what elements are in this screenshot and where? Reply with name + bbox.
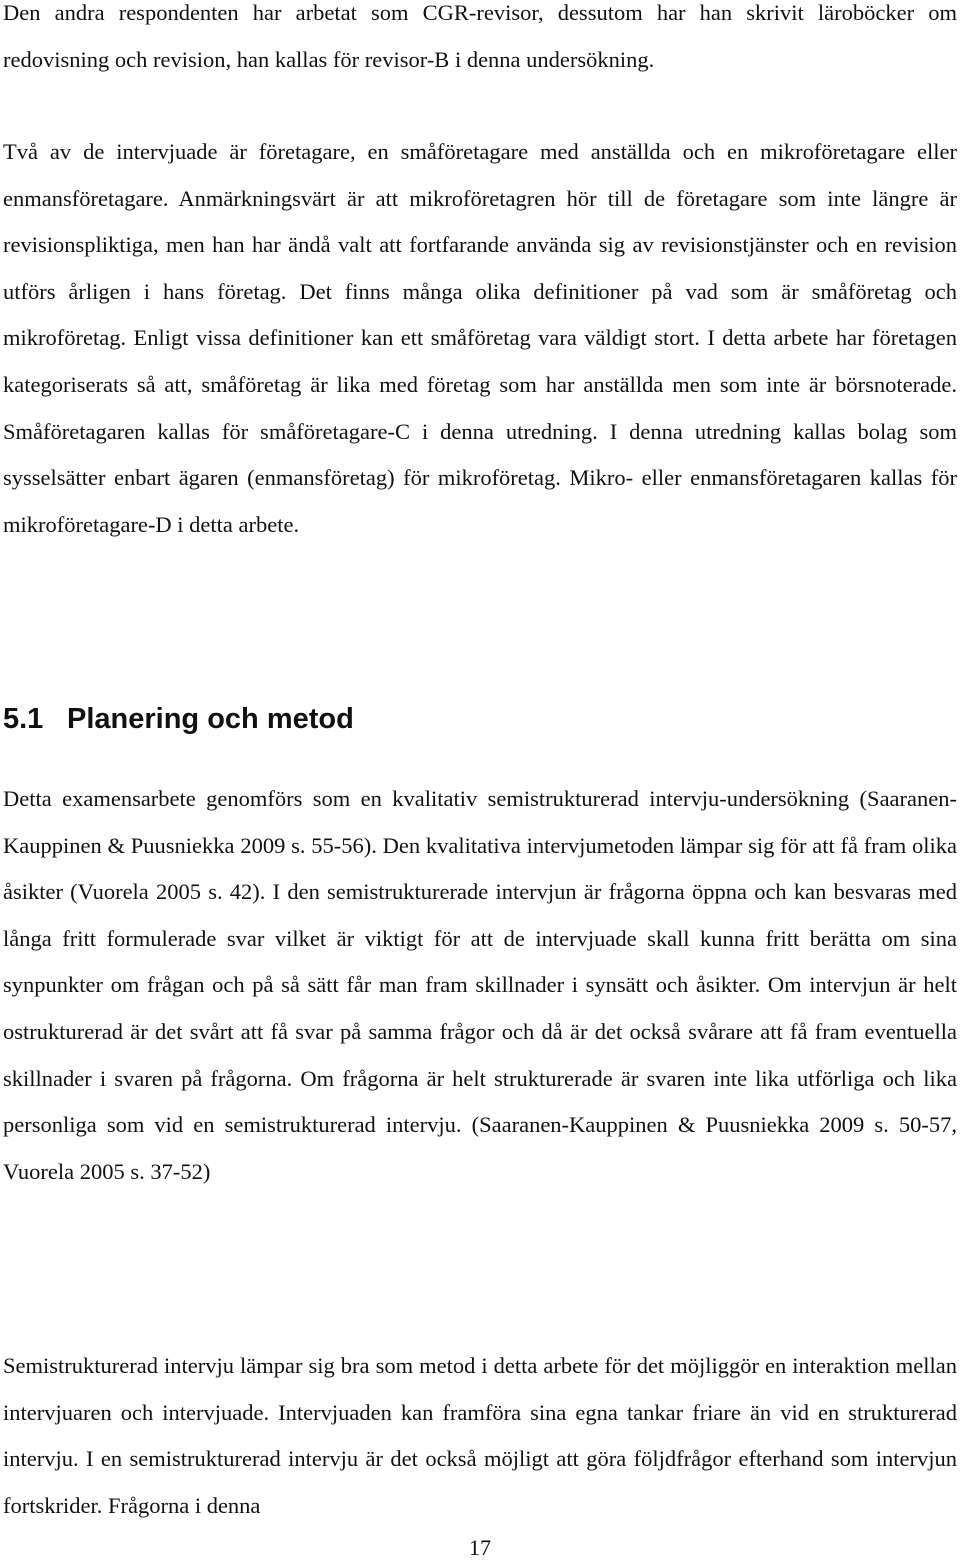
paragraph-companies: Två av de intervjuade är företagare, en småföretagare med anställda och en mikroföretagare eller enmansföretagare. Anmärkningsvärt är att mikroföretagren hör till de företagare som inte längre är revisionspliktiga, men han har ändå valt att fortfarande använda sig av revisionstjänster och en revision utförs årligen i hans företag. Det finns många olika definitioner på vad som är småföretag och mikroföretag. Enligt vissa definitioner kan ett småföretag vara väldigt stort. I detta arbete har företagen kategoriserats så att, småföretag är lika med företag som har anställda men som inte är börsnoterade. Småföretagaren kallas för småföretagare-C i denna utredning. I denna utredning kallas bolag som sysselsätter enbart ägaren (enmansföretag) för mikroföretag. Mikro- eller enmansföretagaren kallas för mikroföretagare-D i detta arbete. bbox=[3, 139, 957, 537]
paragraph-method: Detta examensarbete genomförs som en kvalitativ semistrukturerad intervju-undersökning (Saaranen-Kauppinen & Puusniekka 2009 s. 55-56). Den kvalitativa intervjumetoden lämpar sig för att få fram olika åsikter (Vuorela 2005 s. 42). I den semistrukturerade intervjun är frågorna öppna och kan besvaras med långa fritt formulerade svar vilket är viktigt för att de intervjuade skall kunna fritt berätta om sina synpunkter om frågan och på så sätt får man fram skillnader i synsätt och åsikter. Om intervjun är helt ostrukturerad är det svårt att få svar på samma frågor och då är det också svårare att få fram eventuella skillnader i svaren på frågorna. Om frågorna är helt strukturerade är svaren inte lika utförliga och lika personliga som vid en semistrukturerad intervju. (Saaranen-Kauppinen & Puusniekka 2009 s. 50-57, Vuorela 2005 s. 37-52) bbox=[3, 786, 957, 1184]
section-number: 5.1 bbox=[3, 703, 44, 735]
paragraph-respondent-b: Den andra respondenten har arbetat som CGR-revisor, dessutom har han skrivit läroböcker om redovisning och revision, han kallas för revisor-B i denna undersökning. bbox=[3, 0, 957, 72]
section-heading bbox=[3, 697, 354, 741]
paragraph-semistructured: Semistrukturerad intervju lämpar sig bra som metod i detta arbete för det möjliggör en interaktion mellan intervjuaren och intervjuade. Intervjuaden kan framföra sina egna tankar friare än vid en strukturerad intervju. I en semistrukturerad intervju är det också möjligt att göra följdfrågor efterhand som intervjun fortskrider. Frågorna i denna bbox=[3, 1353, 957, 1518]
section-title: Planering och metod bbox=[67, 703, 354, 735]
page-number: 17 bbox=[469, 1535, 491, 1560]
